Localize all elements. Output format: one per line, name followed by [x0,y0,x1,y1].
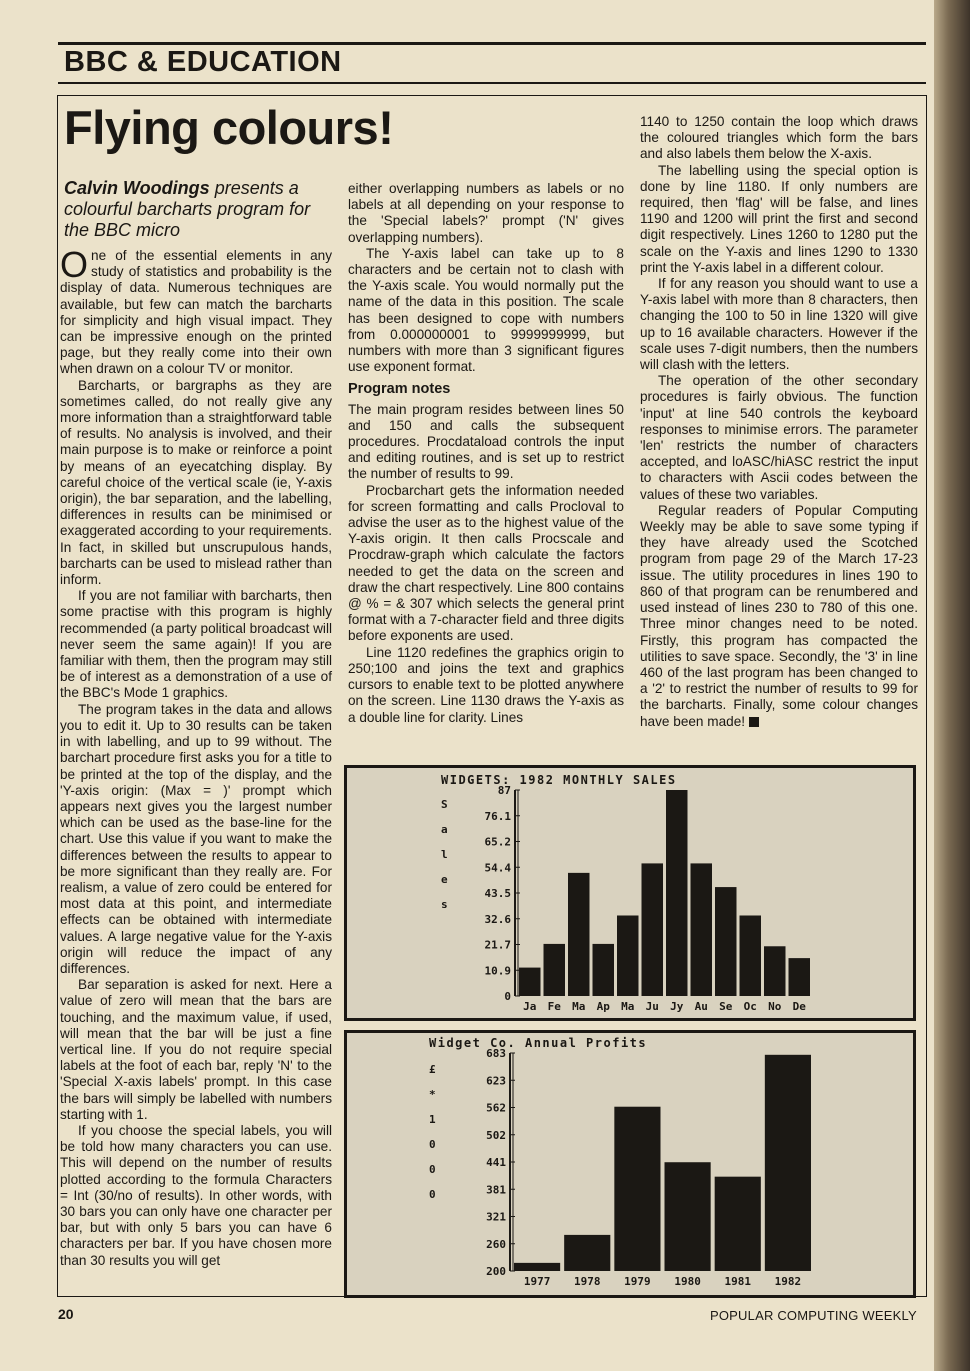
article-title: Flying colours! [64,101,394,154]
x-tick-label: De [792,1000,806,1013]
x-tick-label: Se [719,1000,733,1013]
top-rule [58,42,926,45]
x-tick-label: 1979 [624,1275,651,1288]
subheading: Program notes [348,381,451,398]
y-tick-label: 76.1 [484,809,511,823]
x-tick-label: 1981 [724,1275,751,1288]
y-tick-label: 441 [486,1156,506,1169]
y-tick-label: 54.4 [484,861,511,875]
paragraph: The program takes in the data and allows you to edit it. Up to 30 results can be taken in with labelling, and up to 99 without. The barchart procedure first asks you for a title to be printed at the top of the display, and the 'Y-axis origin: (Max = )' prompt which appears next gives you the largest number which can be used as the base-line for the chart. Use this value if you want to make the differences between the results to appear to be more significant than they really are. For realism, a value of zero could be entered for most data at this point, and intermediate effects can be obtained with intermediate values. A large negative value for the Y-axis origin will reduce the impact of any differences. [60,701,332,976]
y-axis-label-letter: e [441,873,448,886]
x-tick-label: Ma [572,1000,586,1013]
y-tick-label: 502 [486,1128,506,1142]
chart-title: Widget Co. Annual Profits [429,1036,648,1050]
bar [740,915,762,996]
annual-profits-plot [347,1033,913,1295]
bar [665,1162,711,1271]
y-axis-label-letter: £ [429,1063,436,1076]
y-tick-label: 200 [486,1265,506,1278]
y-axis-label-letter: 0 [429,1188,436,1201]
y-tick-label: 0 [504,990,511,1003]
chart-title: WIDGETS: 1982 MONTHLY SALES [441,773,677,787]
paragraph: 1140 to 1250 contain the loop which draws the coloured triangles which form the bars and also labels them below the X-axis. [640,114,918,162]
monthly-sales-chart [344,765,916,1021]
y-tick-label: 623 [486,1074,506,1088]
bar [564,1235,610,1271]
y-tick-label: 43.5 [484,887,511,900]
y-axis-label-letter: 0 [429,1163,436,1176]
paragraph: The operation of the other secondary procedures is fairly obvious. The function 'input' at line 540 controls the keyboard responses to minimise errors. The parameter 'len' restricts the number of characters accepted, and loASC/hiASC restrict the input to characters with Ascii codes between the values of these two variables. [640,373,918,502]
end-mark-icon [749,717,759,727]
paragraph: either overlapping numbers as labels or no labels at all depending on your response to the 'Special labels?' prompt ('N' gives overlapping numbers). [348,181,624,245]
paragraph: One of the essential elements in any study of statistics and probability is the display of data. Numerous techniques are available, but few can match the barcharts for simplicity and high visual impact. They can be impressive enough on the printed page, but they really come into their own when drawn on a colour TV or monitor. [60,244,332,377]
y-axis-label-letter: S [441,798,448,811]
page-edge [934,0,970,1371]
x-tick-label: Ap [596,1000,610,1013]
paragraph: The Y-axis label can take up to 8 characters and be certain not to clash with the Y-axis scale. You would normally put the name of the data in this position. The scale has been designed to cope with numbers from 0.000000001 to 9999999999, but numbers with more than 3 significant figures use exponent format. [348,245,624,375]
bar [764,946,786,996]
bar [691,863,713,996]
paragraph: If you are not familiar with barcharts, then some practise with this program is highly recommended (a party political broadcast will never seem the same again)! If you are familiar with them, then the program may still be of interest as a demonstration of a use of the BBC's Mode 1 graphics. [60,588,332,701]
paragraph: Bar separation is asked for next. Here a value of zero will mean that the bars are touching, and the maximum value, if used, will mean that the bar will be just a fine vertical line. If you do not require special labels at the foot of each bar, reply 'N' to the 'Special X-axis labels' prompt. In this case the bars will simply be labelled with numbers starting with 1. [60,977,332,1122]
drop-cap: O [60,244,89,285]
bar [666,790,688,996]
x-tick-label: Ju [645,1000,659,1013]
y-axis-label-letter: * [429,1088,436,1101]
byline-author: Calvin Woodings [64,178,210,198]
paragraph: If you choose the special labels, you will be told how many characters you can use. This will depend on the number of results plotted according to the formula Characters = Int (30/no of results). In other words, with 30 bars you can only have one character per bar, but with only 5 bars you can have 6 characters per bar. If you have chosen more than 30 results you will get [60,1122,332,1268]
column-3 [640,114,918,730]
annual-profits-chart [344,1030,916,1298]
paragraph: Procbarchart gets the information needed for screen formatting and calls Procloval to advise the user as to the highest value of the Y-axis origin. It then calls Procscale and Procdraw-graph which calculate the factors needed to get the data on the screen and draw the chart respectively. Line 800 contains @ % = & 307 which selects the general print format with a 7-character field and three digits before exponents are used. [348,482,624,644]
bar [544,944,566,996]
y-axis-label-letter: l [441,848,448,861]
y-axis-label-letter: a [441,823,448,836]
bar [568,873,590,996]
y-tick-label: 32.6 [484,912,511,926]
byline-text: presents a colourful barcharts program for the BBC micro [64,178,311,240]
paragraph: If for any reason you should want to use a Y-axis label with more than 8 characters, then changing the 100 to 50 in line 1320 will give up to 16 available characters. However if the scale uses 7-digit numbers, then the numbers will clash with the letters. [640,276,918,373]
monthly-sales-plot [347,768,913,1018]
bar [765,1055,811,1271]
y-tick-label: 321 [486,1210,506,1224]
y-tick-label: 10.9 [484,964,511,978]
x-tick-label: Ja [523,1000,537,1013]
publication-name: POPULAR COMPUTING WEEKLY [710,1308,917,1323]
x-tick-label: Fe [547,1000,561,1013]
column-2 [348,181,624,726]
paragraph: The main program resides between lines 50 and 150 and calls the subsequent procedures. Procdataload controls the input and editing routines, and is set up to restrict the number of results to 99. [348,401,624,482]
paragraph: The labelling using the special option is done by line 1180. If only numbers are required, then 'flag' will be false, and lines 1190 and 1200 will print the first and second digit respectively. Lines 1260 to 1280 put the scale on the Y-axis and lines 1290 to 1330 print the Y-axis label in a different colour. [640,162,918,275]
x-tick-label: 1977 [523,1275,551,1288]
y-tick-label: 21.7 [484,938,511,952]
y-axis-label-letter: s [441,898,448,911]
y-tick-label: 562 [486,1101,506,1115]
x-tick-label: Jy [670,1000,684,1013]
y-tick-label: 381 [486,1183,506,1197]
bar [617,915,639,996]
x-tick-label: No [768,1000,782,1013]
y-tick-label: 683 [486,1047,506,1060]
section-heading: BBC & EDUCATION [64,46,342,78]
bar [715,887,737,996]
bar [514,1263,560,1271]
y-axis-label-letter: 0 [429,1138,436,1151]
bar [715,1177,761,1271]
y-tick-label: 260 [486,1237,506,1251]
bar [614,1107,660,1271]
x-tick-label: Ma [621,1000,635,1013]
x-tick-label: 1982 [774,1275,802,1288]
x-tick-label: 1978 [574,1275,601,1288]
section-rule [58,82,926,84]
page-number: 20 [58,1306,74,1322]
paragraph: Regular readers of Popular Computing Weekly may be able to save some typing if they have already used the Scotched program from page 29 of the March 17-23 issue. The utility procedures in lines 190 to 860 of that program can be renumbered and used instead of lines 230 to 780 of this one. Three minor changes need to be noted. Firstly, this program has compacted the utilities to save space. Secondly, the '3' in line 460 of the last program has been changed to a '2' to restrict the number of results to 99 for the barcharts. Finally, some colour changes have been made! [640,502,918,729]
y-tick-label: 87 [497,784,511,797]
paragraph: Line 1120 redefines the graphics origin to 250;100 and joins the text and graphics cursors to enable text to be plotted anywhere on the screen. Line 1130 draws the Y-axis as a double line for clarity. Lines [348,644,624,725]
bar [593,944,615,996]
bar [519,968,541,996]
x-tick-label: Oc [743,1000,757,1013]
bar [642,863,664,996]
byline [64,178,339,241]
column-1 [60,244,332,1269]
x-tick-label: 1980 [674,1275,701,1288]
x-tick-label: Au [694,1000,708,1013]
y-tick-label: 65.2 [484,835,511,849]
paragraph: Barcharts, or bargraphs as they are sometimes called, do not really give any more information than a straightforward table of results. No analysis is involved, and their main purpose is to make or reinforce a point by means of an eyecatching display. By careful choice of the vertical scale (ie, Y-axis origin), the bar separation, and the labelling, differences in results can be minimised or exaggerated according to your requirements. In fact, in skilled but unscrupulous hands, barcharts can be used to mislead rather than inform. [60,377,332,588]
bar [789,958,811,996]
y-axis-label-letter: 1 [429,1113,436,1126]
